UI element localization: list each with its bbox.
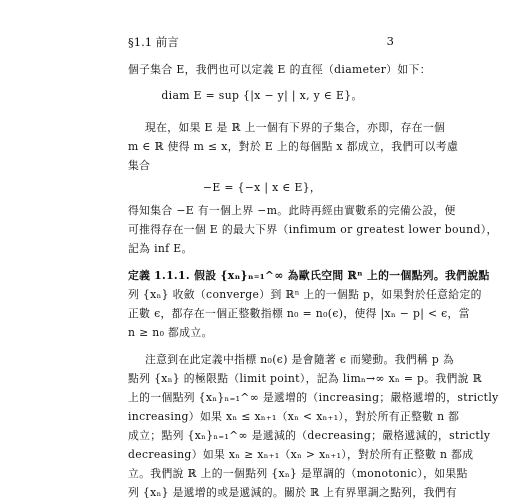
- text-line: 集合: [128, 159, 151, 172]
- text-line: 立。我們說 ℝ 上的一個點列 {xₙ} 是單調的（monotonic），如果點: [128, 467, 468, 480]
- definition-label: 定義: [128, 269, 151, 282]
- text-line: 得知集合 −E 有一個上界 −m。此時再經由實數系的完備公設，便: [128, 204, 456, 217]
- text-line: 列 {xₙ} 收斂（converge）到 ℝⁿ 上的一個點 p，如果對於任意給定的: [128, 288, 482, 301]
- definition-line: [128, 268, 490, 283]
- text-line: decreasing）如果 xₙ ≥ xₙ₊₁（xₙ > xₙ₊₁），對於所有正整數 n 都成: [128, 448, 474, 461]
- text-line: 可推得存在一個 E 的最大下界（infimum or greatest lower bound），: [128, 223, 498, 236]
- text-line: m ∈ ℝ 使得 m ≤ x，對於 E 上的每個點 x 都成立，我們可以考慮: [128, 140, 459, 153]
- text-line: 正數 ϵ，都存在一個正整數指標 n₀ = n₀(ϵ)，使得 |xₙ − p| < ϵ，當: [128, 307, 470, 320]
- text-line: 記為 inf E。: [128, 242, 193, 255]
- equation-diameter: diam E = sup {|x − y| | x, y ∈ E}。: [161, 89, 363, 102]
- running-header: [128, 34, 394, 50]
- text-line: 注意到在此定義中指標 n₀(ϵ) 是會隨著 ϵ 而變動。我們稱 p 為: [145, 353, 455, 366]
- definition-text: 1.1.1. 假設 {xₙ}ₙ₌₁^∞ 為歐氏空間 ℝⁿ 上的一個點列。我們說點: [154, 269, 490, 282]
- text-line: 成立；點列 {xₙ}ₙ₌₁^∞ 是遞減的（decreasing；嚴格遞減的，strictly: [128, 429, 491, 442]
- text-line: increasing）如果 xₙ ≤ xₙ₊₁（xₙ < xₙ₊₁），對於所有正整數 n 都: [128, 410, 460, 423]
- text-line: 個子集合 E，我們也可以定義 E 的直徑（diameter）如下：: [128, 63, 431, 76]
- equation-neg-set: −E = {−x | x ∈ E}，: [202, 181, 322, 194]
- section-title: §1.1 前言: [128, 35, 179, 49]
- text-line: 點列 {xₙ} 的極限點（limit point），記為 limₙ→∞ xₙ = p。我們說 ℝ: [128, 372, 482, 385]
- page-number: 3: [386, 34, 394, 48]
- text-line: 現在，如果 E 是 ℝ 上一個有下界的子集合，亦即，存在一個: [145, 121, 446, 134]
- text-line: n ≥ n₀ 都成立。: [128, 326, 213, 339]
- text-line: 上的一個點列 {xₙ}ₙ₌₁^∞ 是遞增的（increasing；嚴格遞增的，strictly: [128, 391, 499, 404]
- text-line: 列 {xₙ} 是遞增的或是遞減的。關於 ℝ 上有界單調之點列，我們有: [128, 486, 458, 499]
